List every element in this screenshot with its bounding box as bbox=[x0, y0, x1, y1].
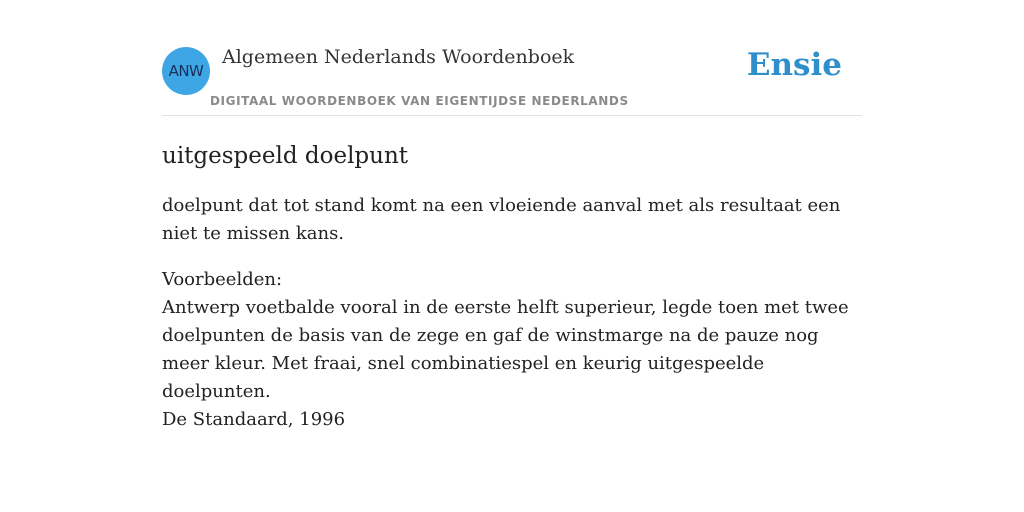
site-title[interactable]: Algemeen Nederlands Woordenboek bbox=[222, 46, 575, 68]
header bbox=[162, 0, 862, 116]
examples-section bbox=[162, 266, 862, 434]
logo-text: ANW bbox=[168, 62, 204, 80]
headword: uitgespeeld doelpunt bbox=[162, 143, 409, 169]
example-text: Antwerp voetbalde vooral in de eerste helft superieur, legde toen met twee doelpunten de basis van de zege en gaf de winstmarge na de pauze nog meer kleur. Met fraai, snel combinatiespel en keurig uitgespeelde doelpunten. bbox=[162, 297, 849, 402]
examples-label: Voorbeelden: bbox=[162, 269, 283, 290]
anw-logo[interactable] bbox=[162, 47, 210, 95]
definition: doelpunt dat tot stand komt na een vloeiende aanval met als resultaat een niet te missen kans. bbox=[162, 195, 841, 244]
site-tagline: DIGITAAL WOORDENBOEK VAN EIGENTIJDSE NEDERLANDS bbox=[210, 94, 629, 108]
ensie-brand-logo[interactable]: Ensie bbox=[746, 47, 842, 83]
example-source: De Standaard, 1996 bbox=[162, 409, 346, 430]
entry-card bbox=[162, 0, 862, 434]
